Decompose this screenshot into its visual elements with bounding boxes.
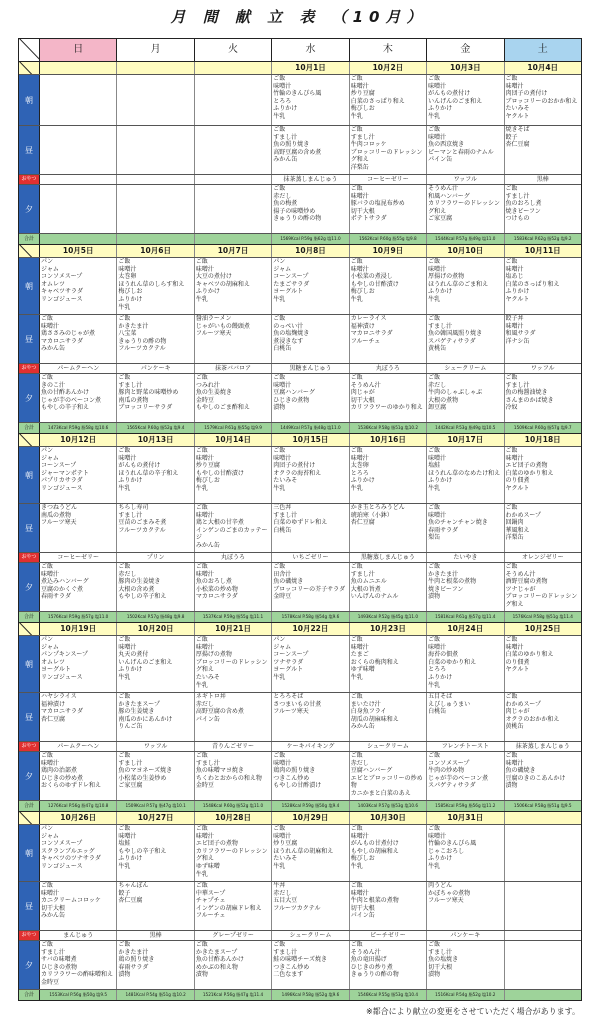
- breakfast-cell: パン ジャム コーンスープ たまごサラダ ヨーグルト 牛乳: [272, 258, 349, 314]
- nutrition-cell: 1553Kcal P.56g 脂50g 塩9.5: [40, 990, 117, 1000]
- lunch-cell: ご飯 味噌汁 魚の西京焼き ピーマンと春雨のナムル パイン缶: [427, 126, 504, 174]
- date-row: [19, 812, 581, 825]
- snack-row: [19, 364, 581, 374]
- snack-label: おやつ: [19, 364, 40, 373]
- date-label: 10月15日: [272, 434, 349, 446]
- date-label: 10月4日: [527, 63, 559, 72]
- date-row-side: [19, 623, 40, 635]
- dinner-cell: [195, 185, 272, 233]
- nutrition-cell: 1502Kcal P.57g 脂48g 塩9.8: [117, 612, 194, 622]
- dinner-cell: ご飯 コンソメスープ 牛肉の炒め物 じゃが芋のベーコン煮 スパゲティサラダ: [427, 752, 504, 800]
- snack-cell: フレンチトースト: [427, 742, 504, 751]
- lunch-label: 昼: [19, 693, 40, 741]
- snack-cell: 黒糖蒸しまんじゅう: [350, 553, 427, 562]
- dinner-cell: ご飯 かきたまスープ 魚の甘酢あんかけ めかぶの和え物 漬物: [195, 941, 272, 989]
- lunch-cell: [40, 126, 117, 174]
- snack-cell: 抹茶蒸しまんじゅう: [272, 175, 349, 184]
- snack-cell: 黒糖まんじゅう: [272, 364, 349, 373]
- week-0: [19, 62, 581, 245]
- nutrition-cell: 1536Kcal P.58g 脂51g 塩10.2: [350, 423, 427, 433]
- day-header-0: 日: [40, 39, 117, 61]
- dinner-label: 夕: [19, 752, 40, 800]
- lunch-label: 昼: [19, 126, 40, 174]
- date-row-side: [19, 245, 40, 257]
- breakfast-cell: ご飯 味噌汁 がんもの煮付け いんげんのごま和え ふりかけ 牛乳: [427, 75, 504, 125]
- nutrition-label: 合計: [19, 234, 40, 244]
- lunch-cell: ハヤシライス 福神漬け マカロニサラダ 杏仁豆腐: [40, 693, 117, 741]
- date-row: [19, 434, 581, 447]
- nutrition-cell: 1578Kcal P.58g 脂54g 塩9.6: [272, 612, 349, 622]
- breakfast-cell: ご飯 味噌汁 白菜のゆかり和え のり佃煮 ヤクルト: [505, 636, 554, 674]
- nutrition-cell: 1569Kcal P.59g 脂62g 塩11.0: [272, 234, 349, 244]
- breakfast-cell: ご飯 味噌汁 エビ団子の煮物 カリフラワーのドレッシング和え ゆず味噌 牛乳: [195, 825, 272, 881]
- dinner-cell: ご飯 そうめん汁 肉じゃが 切干大根 カリフラワーのゆかり和え: [350, 374, 427, 422]
- snack-cell: 丸ぼうろ: [195, 553, 272, 562]
- day-header-4: 木: [350, 39, 427, 61]
- dinner-label: 夕: [19, 941, 40, 989]
- date-row-side: [19, 62, 40, 74]
- nutrition-label: 合計: [19, 612, 40, 622]
- week-1: [19, 245, 581, 434]
- dinner-row: [19, 941, 581, 990]
- dinner-row: [19, 563, 581, 612]
- nutrition-cell: 1585Kcal P.59g 脂56g 塩11.2: [427, 801, 504, 811]
- dinner-cell: ご飯 味噌汁 魚の磯焼き 豆腐のきのこあんかけ 漬物: [505, 752, 566, 790]
- snack-cell: [40, 175, 117, 184]
- snack-cell: ワッフル: [531, 365, 555, 372]
- lunch-cell: ご飯 味噌汁 鶏と大根の甘辛煮 インゲンのごまのカッテージ みかん缶: [195, 504, 272, 552]
- snack-label: おやつ: [19, 931, 40, 940]
- dinner-cell: ご飯 味噌汁 煮込みハンバーグ 豆腐のかくぐ煮 春雨サラダ: [40, 563, 117, 611]
- dinner-cell: ご飯 味噌汁 鶏肉の照り焼き つきこん炒め もやしの甘酢漬け: [272, 752, 349, 800]
- snack-cell: シュークリーム: [350, 742, 427, 751]
- breakfast-label: 朝: [19, 75, 40, 125]
- dinner-cell: ご飯 味噌汁 豆腐ハンバーグ ひじきの煮物 漬物: [272, 374, 349, 422]
- breakfast-cell: ご飯 味噌汁 塩鮭 もやしの辛子和え ふりかけ 牛乳: [117, 825, 194, 881]
- breakfast-cell: ご飯 味噌汁 太巻卵 とろろ ふりかけ 牛乳: [350, 447, 427, 503]
- lunch-cell: 三色丼 すまし汁 白菜のゆずドレ和え 白桃缶: [272, 504, 349, 552]
- date-label: 10月14日: [195, 434, 272, 446]
- breakfast-cell: ご飯 味噌汁 大豆の煮付け キャベツの胡麻和え ふりかけ 牛乳: [195, 258, 272, 314]
- breakfast-cell: ご飯 味噌汁 がんもの甘煮付け もやしの胡麻和え 梅びしお 牛乳: [350, 825, 427, 881]
- dinner-row: [19, 374, 581, 423]
- dinner-label: 夕: [19, 563, 40, 611]
- snack-cell: 黒棒: [117, 931, 194, 940]
- date-label: 10月6日: [117, 245, 194, 257]
- lunch-cell: 肉うどん かぼちゃの煮物 フルーツ寒天: [427, 882, 504, 930]
- dinner-cell: ご飯 すまし汁 魚の味噌マヨ焼き ちくわとおからの和え物 金時豆: [195, 752, 272, 800]
- lunch-cell: ご飯 味噌汁 牛肉と根菜の煮物 切干大根 パイン缶: [350, 882, 427, 930]
- snack-cell: パームクーヘン: [40, 364, 117, 373]
- lunch-cell: [195, 126, 272, 174]
- date-label: [505, 812, 581, 824]
- snack-cell: [195, 175, 272, 184]
- lunch-row: [19, 882, 581, 931]
- snack-cell: 青りんごゼリー: [195, 742, 272, 751]
- snack-cell: パンケーキ: [117, 364, 194, 373]
- dinner-cell: ご飯 味噌汁 鶏肉の治部煮 ひじきの炒め煮 おくらのゆずドレ和え: [40, 752, 117, 800]
- lunch-cell: ネギトロ丼 赤だし 高野豆腐の含め煮 パイン缶: [195, 693, 272, 741]
- nutrition-cell: 1576Kcal P.59g 脂57g 塩11.0: [40, 612, 117, 622]
- nutrition-cell: 1583Kcal P.62g 脂52g 塩9.2: [513, 236, 572, 241]
- nutrition-cell: 1537Kcal P.59g 脂55g 塩11.1: [195, 612, 272, 622]
- date-label: 10月9日: [350, 245, 427, 257]
- nutrition-cell: 1576Kcal P.58g 脂51g 塩11.4: [512, 614, 573, 619]
- dinner-cell: ご飯 すまし汁 魚の塩焼き 切干大根 漬物: [427, 941, 504, 989]
- snack-cell: [117, 175, 194, 184]
- breakfast-cell: パン ジャム コンソメスープ オムレツ キャベツサラダ リンゴジュース: [40, 258, 117, 314]
- dinner-cell: ご飯 すまし汁 鮭の味噌チーズ焼き つきこん炒め 二色なます: [272, 941, 349, 989]
- breakfast-row: [19, 258, 581, 315]
- breakfast-cell: [505, 825, 581, 881]
- breakfast-label: 朝: [19, 825, 40, 881]
- date-label: 10月13日: [117, 434, 194, 446]
- breakfast-label: 朝: [19, 636, 40, 692]
- snack-label: おやつ: [19, 742, 40, 751]
- lunch-row: [19, 315, 581, 364]
- snack-cell: いちごゼリー: [272, 553, 349, 562]
- dinner-label: 夕: [19, 185, 40, 233]
- snack-row: [19, 553, 581, 563]
- nutrition-cell: 1449Kcal P.57g 脂48g 塩11.0: [272, 423, 349, 433]
- snack-cell: 丸ぼうろ: [350, 364, 427, 373]
- nutrition-cell: 1509Kcal P.57g 脂47g 塩10.1: [117, 801, 194, 811]
- date-label: [40, 62, 117, 74]
- breakfast-cell: ご飯 味噌汁 塩鮭 ほうれん草のなめたけ和え ふりかけ 牛乳: [427, 447, 504, 503]
- date-row-side: [19, 812, 40, 824]
- nutrition-label: 合計: [19, 801, 40, 811]
- nutrition-cell: 1493Kcal P.52g 脂45g 塩11.0: [350, 612, 427, 622]
- nutrition-row: [19, 801, 581, 811]
- breakfast-row: [19, 636, 581, 693]
- lunch-cell: ご飯 すまし汁 牛肉コロッケ ブロッコリーのドレッシング和え 洋梨缶: [350, 126, 427, 174]
- nutrition-cell: [117, 234, 194, 244]
- breakfast-cell: ご飯 味噌汁 竹輪のきんぴら風 とろろ ふりかけ 牛乳: [272, 75, 349, 125]
- week-4: [19, 812, 581, 1000]
- snack-cell: コーヒーゼリー: [350, 175, 427, 184]
- breakfast-cell: ご飯 味噌汁 炒り豆腐 白菜のさっぱり和え 梅びしお 牛乳: [350, 75, 427, 125]
- nutrition-row: [19, 234, 581, 244]
- lunch-cell: ご飯 かきたま汁 八宝菜 きゅうりの酢の物 フルーツカクテル: [117, 315, 194, 363]
- dinner-cell: ご飯 つみれ汁 魚の生姜焼き 金時豆 もやしのごま酢和え: [195, 374, 272, 422]
- snack-row: [19, 175, 581, 185]
- snack-label: おやつ: [19, 553, 40, 562]
- nutrition-cell: 1528Kcal P.59g 脂50g 塩9.4: [272, 801, 349, 811]
- lunch-cell: ご飯 中華スープ チャプチェ インゲンの胡麻ドレ和え フルーチェ: [195, 882, 272, 930]
- nutrition-cell: 1496Kcal P.58g 脂52g 塩9.6: [272, 990, 349, 1000]
- date-row: [19, 62, 581, 75]
- dinner-cell: ご飯 赤だし 魚の梅煮 揚子の味噌炒め きゅうりの酢の物: [272, 185, 349, 233]
- date-label: 10月10日: [427, 245, 504, 257]
- lunch-label: 昼: [19, 504, 40, 552]
- nutrition-cell: 1509Kcal P.60g 脂57g 塩9.7: [513, 425, 572, 430]
- nutrition-cell: [195, 234, 272, 244]
- week-2: [19, 434, 581, 623]
- breakfast-cell: ご飯 味噌汁 肉団子の煮付け オクラの海苔和え たいみそ 牛乳: [272, 447, 349, 503]
- snack-cell: 黒棒: [536, 176, 549, 183]
- day-header-5: 金: [427, 39, 504, 61]
- dinner-cell: ご飯 そうめん汁 酒野豆腐の煮物 ツナじゃが ブロッコリーのドレッシング和え: [505, 563, 578, 608]
- dinner-cell: ご飯 赤だし 牛肉のしゃぶしゃぶ 大根の煮物 卸豆腐: [427, 374, 504, 422]
- nutrition-cell: 1516Kcal P.54g 脂52g 塩10.2: [427, 990, 504, 1000]
- dinner-cell: ご飯 すまし汁 魚の梅醤油焼き さんまのかば焼き 冷奴: [505, 374, 554, 412]
- nutrition-cell: 1276Kcal P.56g 脂47g 塩10.8: [40, 801, 117, 811]
- date-label: 10月29日: [272, 812, 349, 824]
- dinner-cell: ご飯 田舎汁 魚の磯焼き ブロッコリーの芥子サラダ 金時豆: [272, 563, 349, 611]
- snack-cell: シュークリーム: [272, 931, 349, 940]
- dinner-cell: ご飯 赤だし 豆腐ハンバーグ エビとブロッコリーの炒め物 カニかまと白菜のあえ: [350, 752, 427, 800]
- dinner-cell: ご飯 味噌汁 豚バラの塩昆布炒め 切干大根 ポテトサラダ: [350, 185, 427, 233]
- date-label: [195, 62, 272, 74]
- lunch-cell: ご飯 わかめスープ 回鍋肉 華風和え 洋梨缶: [505, 504, 541, 542]
- breakfast-cell: [40, 75, 117, 125]
- lunch-cell: ご飯 まいたけ汁 白身魚フライ 胡瓜の胡麻味和え みかん缶: [350, 693, 427, 741]
- snack-cell: まんじゅう: [40, 931, 117, 940]
- nutrition-label: 合計: [19, 423, 40, 433]
- lunch-cell: とろろそば さつまいもの甘煮 フルーツ寒天: [272, 693, 349, 741]
- nutrition-cell: 1562Kcal P.60g 脂55g 塩9.8: [350, 234, 427, 244]
- dinner-cell: ご飯 そうめん汁 魚の竜田揚げ ひじきの炒り煮 きゅうりの酢の物: [350, 941, 427, 989]
- breakfast-cell: パン ジャム コンソメスープ スクランブルエッグ キャベツのツナサラダ リンゴジュース: [40, 825, 117, 881]
- day-header-6: 土: [505, 39, 581, 61]
- nutrition-cell: 1581Kcal P.61g 脂57g 塩11.4: [427, 612, 504, 622]
- footnote: ※都合により献立の変更をさせていただく場合があります。: [365, 1007, 580, 1016]
- lunch-row: [19, 693, 581, 742]
- date-label: 10月8日: [272, 245, 349, 257]
- nutrition-cell: 1506Kcal P.58g 脂51g 塩9.5: [513, 803, 572, 808]
- date-row: [19, 623, 581, 636]
- lunch-row: [19, 126, 581, 175]
- header-corner: [19, 39, 40, 61]
- date-label: 10月28日: [195, 812, 272, 824]
- dinner-cell: ご飯 かきたま汁 牛肉と根菜の煮物 焼きビーフン 漬物: [427, 563, 504, 611]
- date-label: 10月27日: [117, 812, 194, 824]
- lunch-cell: [117, 126, 194, 174]
- breakfast-row: [19, 825, 581, 882]
- dinner-row: [19, 185, 581, 234]
- nutrition-row: [19, 990, 581, 1000]
- dinner-row: [19, 752, 581, 801]
- date-label: [117, 62, 194, 74]
- date-row-side: [19, 434, 40, 446]
- lunch-label: 昼: [19, 882, 40, 930]
- date-label: 10月5日: [40, 245, 117, 257]
- breakfast-cell: パン ジャム コーンスープ ツナサラダ ヨーグルト 牛乳: [272, 636, 349, 692]
- nutrition-cell: [40, 234, 117, 244]
- day-header-2: 火: [195, 39, 272, 61]
- date-label: 10月20日: [117, 623, 194, 635]
- lunch-cell: ご飯 すまし汁 魚の照り焼き 高野豆腐の含め煮 みかん缶: [272, 126, 349, 174]
- nutrition-cell: 1442Kcal P.53g 脂49g 塩10.5: [427, 423, 504, 433]
- date-label: 10月17日: [427, 434, 504, 446]
- snack-cell: ピーチゼリー: [350, 931, 427, 940]
- dinner-cell: ご飯 赤だし 豚肉の生姜焼き 大根の含め煮 もやしの辛子和え: [117, 563, 194, 611]
- lunch-cell: ご飯 のっぺい汁 魚の塩麹焼き 煮浸きなす 白桃缶: [272, 315, 349, 363]
- snack-cell: たいやき: [427, 553, 504, 562]
- breakfast-cell: ご飯 味噌汁 竹輪のきんぴら風 じゃこおろし ふりかけ 牛乳: [427, 825, 504, 881]
- date-label: 10月11日: [524, 246, 561, 255]
- nutrition-cell: 1481Kcal P.54g 脂51g 塩10.2: [117, 990, 194, 1000]
- lunch-cell: ご飯 味噌汁 鶏ささみのじゃが煮 マカロニサラダ みかん缶: [40, 315, 117, 363]
- lunch-cell: 牛丼 赤だし 五目大豆 フルーツカクテル: [272, 882, 349, 930]
- date-label: 10月24日: [427, 623, 504, 635]
- dinner-cell: ご飯 すまし汁 魚のおろし煮 焼きビーフン つけもの: [505, 185, 542, 223]
- nutrition-cell: 1565Kcal P.60g 脂52g 塩9.4: [117, 423, 194, 433]
- nutrition-cell: 1473Kcal P.59g 脂58g 塩10.6: [40, 423, 117, 433]
- snack-label: おやつ: [19, 175, 40, 184]
- breakfast-cell: ご飯 味噌汁 小松菜の煮浸し もやしの甘酢漬け 梅びしお 牛乳: [350, 258, 427, 314]
- nutrition-cell: 1548Kcal P.60g 脂52g 塩11.0: [195, 801, 272, 811]
- dinner-cell: [40, 185, 117, 233]
- breakfast-cell: パン ジャム パンプキンスープ オムレツ ヨーグルト リンゴジュース: [40, 636, 117, 692]
- snack-cell: [505, 931, 581, 940]
- date-label: 10月16日: [350, 434, 427, 446]
- lunch-cell: カレーライス 福神漬け マカロニサラダ フルーチェ: [350, 315, 427, 363]
- breakfast-cell: ご飯 味噌汁 たまご おくらの梅肉和え ゆず味噌 牛乳: [350, 636, 427, 692]
- date-label: 10月1日: [272, 62, 349, 74]
- lunch-cell: かき玉とろみうどん 琥珀寒（小鉢） 杏仁豆腐: [350, 504, 427, 552]
- nutrition-cell: 1544Kcal P.57g 脂49g 塩11.0: [427, 234, 504, 244]
- date-label: 10月22日: [272, 623, 349, 635]
- breakfast-cell: ご飯 味噌汁 エビ団子の煮物 白菜のゆかり和え のり佃煮 ヤクルト: [505, 447, 554, 492]
- snack-cell: パームクーヘン: [40, 742, 117, 751]
- dinner-cell: ご飯 きのこ汁 魚の甘酢あんかけ じゃが芋のベーコン煮 もやしの辛子和え: [40, 374, 117, 422]
- date-row: [19, 245, 581, 258]
- nutrition-label: 合計: [19, 990, 40, 1000]
- dinner-cell: ご飯 味噌汁 魚のおろし煮 小松菜の炒め物 マカロニサラダ: [195, 563, 272, 611]
- snack-row: [19, 931, 581, 941]
- lunch-cell: ご飯 すまし汁 魚の韓国風照り焼き スパゲティサラダ 黄桃缶: [427, 315, 504, 363]
- date-label: 10月2日: [350, 62, 427, 74]
- date-label: 10月26日: [40, 812, 117, 824]
- snack-row: [19, 742, 581, 752]
- date-label: 10月18日: [524, 435, 561, 444]
- day-header-row: [19, 39, 581, 62]
- lunch-cell: [505, 882, 581, 930]
- dinner-cell: ご飯 すまし汁 豚肉と野菜の味噌炒め 南瓜の煮物 ブロッコリーサラダ: [117, 374, 194, 422]
- breakfast-cell: ご飯 味噌汁 肉団子の煮付け ブロッコリーのおかか和え たいみそ ヤクルト: [505, 75, 578, 120]
- dinner-cell: [505, 941, 581, 989]
- dinner-cell: ご飯 かきたま汁 鶏の照り焼き 春雨サラダ 漬物: [117, 941, 194, 989]
- snack-cell: シュークリーム: [427, 364, 504, 373]
- snack-cell: ケーキパイキング: [272, 742, 349, 751]
- date-label: 10月12日: [40, 434, 117, 446]
- nutrition-cell: [505, 990, 581, 1000]
- breakfast-cell: ご飯 味噌汁 丸天の煮付 いんげんのごま和え ふりかけ 牛乳: [117, 636, 194, 692]
- nutrition-cell: 1403Kcal P.57g 脂53g 塩10.6: [350, 801, 427, 811]
- lunch-cell: ご飯 味噌汁 カニクリームコロッケ 切干大根 みかん缶: [40, 882, 117, 930]
- snack-cell: プリン: [117, 553, 194, 562]
- date-label: 10月30日: [350, 812, 427, 824]
- nutrition-cell: 1521Kcal P.56g 脂47g 塩11.4: [195, 990, 272, 1000]
- date-label: 10月21日: [195, 623, 272, 635]
- breakfast-cell: パン ジャム コーンスープ ジャーマンポテト パプリカサラダ リンゴジュース: [40, 447, 117, 503]
- date-label: 10月19日: [40, 623, 117, 635]
- breakfast-cell: ご飯 味噌汁 太巻卵 ほうれん草のしらす和え 梅びしお ふりかけ 牛乳: [117, 258, 194, 314]
- dinner-label: 夕: [19, 374, 40, 422]
- nutrition-cell: 1579Kcal P.61g 脂55g 塩9.9: [195, 423, 272, 433]
- breakfast-cell: ご飯 味噌汁 炒り豆腐 もやしの甘酢漬け 梅びしお 牛乳: [195, 447, 272, 503]
- snack-cell: 抹茶ババロア: [195, 364, 272, 373]
- lunch-cell: きつねうどん 南瓜の煮物 フルーツ寒天: [40, 504, 117, 552]
- week-3: [19, 623, 581, 812]
- dinner-cell: ご飯 すまし汁 サバの味噌煮 ひじきの煮物 カリフラワーの酢味噌和え 金時豆: [40, 941, 117, 989]
- breakfast-cell: ご飯 味噌汁 がんもの煮付け ほうれん草の辛子和え ふりかけ 牛乳: [117, 447, 194, 503]
- breakfast-cell: ご飯 味噌汁 厚揚げの煮物 ほうれん草のごま和え ふりかけ 牛乳: [427, 258, 504, 314]
- snack-cell: ワッフル: [117, 742, 194, 751]
- lunch-cell: 焼きそば 餃子 杏仁豆腐: [505, 126, 530, 149]
- breakfast-label: 朝: [19, 258, 40, 314]
- dinner-cell: [117, 185, 194, 233]
- nutrition-row: [19, 612, 581, 622]
- lunch-cell: ちゃんぽん 餃子 杏仁豆腐: [117, 882, 194, 930]
- snack-cell: コーヒーゼリー: [40, 553, 117, 562]
- breakfast-row: [19, 447, 581, 504]
- lunch-cell: ご飯 かきたまスープ 豚の生姜焼き 南瓜のかにあんかけ りんご缶: [117, 693, 194, 741]
- day-header-3: 水: [272, 39, 349, 61]
- snack-cell: オレンジゼリー: [521, 554, 564, 561]
- date-label: 10月7日: [195, 245, 272, 257]
- dinner-cell: ご飯 すまし汁 魚のマヨネーズ焼き 小松菜の生姜炒め ご家豆腐: [117, 752, 194, 800]
- breakfast-cell: ご飯 味噌汁 炒り豆腐 ほうれん草の胡麻和え たいみそ 牛乳: [272, 825, 349, 881]
- date-label: 10月31日: [427, 812, 504, 824]
- menu-table: [18, 38, 582, 1001]
- date-label: 10月25日: [524, 624, 561, 633]
- page-title: 月 間 献 立 表 （10月）: [170, 8, 428, 26]
- lunch-cell: 五目そば えびしゅうまい 白桃缶: [427, 693, 504, 741]
- lunch-cell: ちらし寿司 すまし汁 豆苗のごまみそ煮 フルーツカクテル: [117, 504, 194, 552]
- breakfast-label: 朝: [19, 447, 40, 503]
- date-label: 10月3日: [427, 62, 504, 74]
- lunch-cell: ご飯 わかめスープ 肉じゃが オクラのおかか和え 黄桃缶: [505, 693, 560, 731]
- lunch-label: 昼: [19, 315, 40, 363]
- day-header-1: 月: [117, 39, 194, 61]
- snack-cell: ワッフル: [427, 175, 504, 184]
- snack-cell: パンケーキ: [427, 931, 504, 940]
- lunch-cell: 餃子丼 味噌汁 和風サラダ 洋ナシ缶: [505, 315, 536, 345]
- lunch-cell: 醤油ラーメン じゃがいもの饅頭煮 フルーツ寒天: [195, 315, 272, 363]
- dinner-cell: ご飯 すまし汁 魚のムニエル 大根の旨煮 いんげんのナムル: [350, 563, 427, 611]
- breakfast-cell: ご飯 味噌汁 塩あじ 白菜のさっぱり和え ふりかけ ヤクルト: [505, 258, 560, 303]
- snack-cell: グレープゼリー: [195, 931, 272, 940]
- breakfast-row: [19, 75, 581, 126]
- breakfast-cell: ご飯 味噌汁 海苔の佃煮 白菜のゆかり和え とろろ ふりかけ 牛乳: [427, 636, 504, 692]
- nutrition-row: [19, 423, 581, 433]
- lunch-row: [19, 504, 581, 553]
- lunch-cell: ご飯 味噌汁 魚のチャンチャン焼き 春雨サラダ 梨缶: [427, 504, 504, 552]
- breakfast-cell: [195, 75, 272, 125]
- date-label: 10月23日: [350, 623, 427, 635]
- dinner-cell: そうめん汁 和風ハンバーグ カリフラワーのドレッシング和え ご家豆腐: [427, 185, 504, 233]
- nutrition-cell: 1546Kcal P.55g 脂53g 塩10.4: [350, 990, 427, 1000]
- breakfast-cell: [117, 75, 194, 125]
- snack-cell: 抹茶蒸しまんじゅう: [515, 743, 570, 750]
- breakfast-cell: ご飯 味噌汁 厚揚げの煮物 ブロッコリーのドレッシング和え たいみそ 牛乳: [195, 636, 272, 692]
